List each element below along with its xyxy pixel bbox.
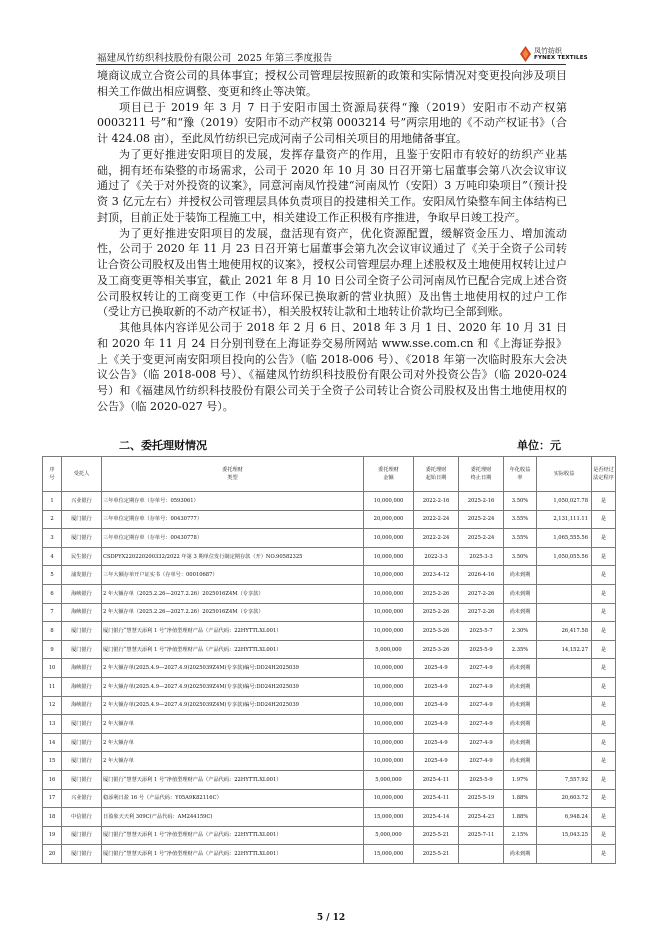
cell-end-date: 2025-4-23 [459, 808, 504, 827]
header-text: 委托理财 [222, 467, 243, 473]
cell-amount: 10,000,000 [364, 622, 414, 641]
table-row [43, 529, 616, 548]
cell-legal-procedure: 是 [592, 677, 616, 696]
cell-actual-return [537, 715, 592, 734]
cell-legal-procedure: 是 [592, 733, 616, 752]
cell-trustee: 厦门银行 [62, 622, 102, 641]
cell-legal-procedure: 是 [592, 808, 616, 827]
cell-actual-return: 20,603.72 [537, 789, 592, 808]
cell-actual-return [537, 677, 592, 696]
table-row [43, 715, 616, 734]
cell-row-index: 12 [43, 696, 62, 715]
cell-amount: 10,000,000 [364, 752, 414, 771]
cell-product-type: 厦门银行“慧慧天添利 1 号”净值型理财产品（产品代码：22HYTTLXL001） [102, 640, 364, 659]
header-text: 年化收益 [509, 467, 531, 473]
cell-trustee: 厦门银行 [62, 752, 102, 771]
cell-start-date: 2025-5-21 [414, 826, 459, 845]
cell-annual-yield: 尚未到期 [504, 752, 537, 771]
cell-row-index: 11 [43, 677, 62, 696]
cell-actual-return [537, 733, 592, 752]
table-row [43, 677, 616, 696]
cell-amount: 10,000,000 [364, 492, 414, 511]
cell-row-index: 10 [43, 659, 62, 678]
header-text: 起始日期 [425, 475, 447, 481]
cell-trustee: 海峡银行 [62, 603, 102, 622]
column-header [504, 457, 537, 492]
cell-product-type: 2 年大额存单（2025.2.26—2027.2.26）2025016Z4M（专享款） [102, 603, 364, 622]
cell-row-index: 15 [43, 752, 62, 771]
cell-legal-procedure: 是 [592, 529, 616, 548]
cell-annual-yield: 尚未到期 [504, 566, 537, 585]
table-row [43, 789, 616, 808]
cell-start-date: 2025-3-26 [414, 640, 459, 659]
cell-annual-yield: 尚未到期 [504, 584, 537, 603]
cell-product-type: 三年大额存单开户证实书（存单号：00010687） [102, 566, 364, 585]
column-header [43, 457, 62, 492]
cell-amount: 10,000,000 [364, 733, 414, 752]
cell-legal-procedure: 是 [592, 603, 616, 622]
column-header [364, 457, 414, 492]
cell-annual-yield: 3.55% [504, 510, 537, 529]
cell-amount: 10,000,000 [364, 659, 414, 678]
cell-annual-yield: 尚未到期 [504, 696, 537, 715]
header-text: 实际收益 [553, 471, 575, 477]
cell-annual-yield: 3.50% [504, 547, 537, 566]
cell-row-index: 7 [43, 603, 62, 622]
cell-actual-return: 6,948.24 [537, 808, 592, 827]
cell-amount: 10,000,000 [364, 529, 414, 548]
cell-legal-procedure: 是 [592, 547, 616, 566]
cell-legal-procedure: 是 [592, 789, 616, 808]
cell-row-index: 20 [43, 845, 62, 864]
cell-row-index: 19 [43, 826, 62, 845]
cell-trustee: 厦门银行 [62, 826, 102, 845]
cell-trustee: 厦门银行 [62, 510, 102, 529]
cell-trustee: 厦门银行 [62, 715, 102, 734]
cell-end-date: 2025-5-9 [459, 640, 504, 659]
cell-product-type: 稳添利日盈 16 号（产品代码：Y05A9K82116C） [102, 789, 364, 808]
cell-trustee: 厦门银行 [62, 845, 102, 864]
cell-row-index: 14 [43, 733, 62, 752]
cell-start-date: 2025-4-9 [414, 733, 459, 752]
cell-amount: 10,000,000 [364, 715, 414, 734]
cell-amount: 10,000,000 [364, 789, 414, 808]
cell-end-date: 2027-4-9 [459, 696, 504, 715]
cell-end-date: 2025-7-11 [459, 826, 504, 845]
table-row [43, 770, 616, 789]
header-text: 委托理财 [425, 467, 447, 473]
cell-actual-return [537, 603, 592, 622]
cell-end-date: 2027-4-9 [459, 733, 504, 752]
cell-end-date: 2025-2-16 [459, 492, 504, 511]
cell-product-type: 三年单位定期存单（存单号：00430777） [102, 510, 364, 529]
cell-start-date: 2022-3-3 [414, 547, 459, 566]
cell-start-date: 2022-2-24 [414, 510, 459, 529]
cell-legal-procedure: 是 [592, 752, 616, 771]
cell-annual-yield: 尚未到期 [504, 715, 537, 734]
cell-amount: 10,000,000 [364, 603, 414, 622]
cell-amount: 5,000,000 [364, 770, 414, 789]
cell-trustee: 中信银行 [62, 808, 102, 827]
table-row [43, 547, 616, 566]
cell-actual-return [537, 696, 592, 715]
cell-product-type: 日盈象天天利 309C(产品代码：AM244159C) [102, 808, 364, 827]
cell-start-date: 2022-2-16 [414, 492, 459, 511]
cell-actual-return: 14,152.27 [537, 640, 592, 659]
table-row [43, 659, 616, 678]
report-title: 2025 年第三季度报告 [237, 53, 333, 64]
cell-row-index: 3 [43, 529, 62, 548]
cell-legal-procedure: 是 [592, 715, 616, 734]
cell-annual-yield: 尚未到期 [504, 845, 537, 864]
cell-product-type: 2 年大额存单（2025.2.26—2027.2.26）2025016Z4M（专享款） [102, 584, 364, 603]
cell-trustee: 兴业银行 [62, 789, 102, 808]
unit-label: 单位：元 [517, 439, 561, 452]
cell-actual-return: 7,557.92 [537, 770, 592, 789]
table-row [43, 640, 616, 659]
cell-legal-procedure: 是 [592, 826, 616, 845]
cell-actual-return: 15,043.25 [537, 826, 592, 845]
cell-annual-yield: 2.35% [504, 640, 537, 659]
cell-amount: 10,000,000 [364, 677, 414, 696]
cell-end-date: 2025-3-3 [459, 547, 504, 566]
column-header [537, 457, 592, 492]
cell-annual-yield: 3.55% [504, 529, 537, 548]
cell-row-index: 4 [43, 547, 62, 566]
cell-trustee: 厦门银行 [62, 529, 102, 548]
table-header-row [43, 457, 616, 492]
cell-annual-yield: 1.88% [504, 789, 537, 808]
cell-legal-procedure: 是 [592, 566, 616, 585]
cell-end-date: 2027-4-9 [459, 715, 504, 734]
cell-row-index: 16 [43, 770, 62, 789]
cell-legal-procedure: 是 [592, 584, 616, 603]
cell-legal-procedure: 是 [592, 622, 616, 641]
cell-annual-yield: 2.15% [504, 826, 537, 845]
table-row [43, 510, 616, 529]
cell-row-index: 5 [43, 566, 62, 585]
cell-trustee: 兴业银行 [62, 492, 102, 511]
header-text: 是否经过 [593, 467, 614, 473]
header-text: 终止日期 [470, 475, 492, 481]
section-heading [97, 437, 567, 453]
cell-legal-procedure: 是 [592, 845, 616, 864]
cell-end-date: 2027-4-9 [459, 659, 504, 678]
cell-legal-procedure: 是 [592, 492, 616, 511]
cell-legal-procedure: 是 [592, 510, 616, 529]
cell-end-date: 2025-5-9 [459, 770, 504, 789]
cell-actual-return [537, 659, 592, 678]
cell-product-type: 厦门银行“慧慧天添利 1 号”净值型理财产品（产品代码：22HYTTLXL001） [102, 770, 364, 789]
cell-start-date: 2025-4-14 [414, 808, 459, 827]
table-row [43, 752, 616, 771]
cell-start-date: 2025-4-9 [414, 696, 459, 715]
cell-annual-yield: 3.50% [504, 492, 537, 511]
company-logo [519, 45, 588, 65]
cell-row-index: 17 [43, 789, 62, 808]
cell-trustee: 厦门银行 [62, 640, 102, 659]
cell-start-date: 2025-4-9 [414, 752, 459, 771]
cell-trustee: 海峡银行 [62, 584, 102, 603]
cell-end-date: 2027-2-26 [459, 584, 504, 603]
cell-actual-return: 2,131,111.11 [537, 510, 592, 529]
cell-annual-yield: 2.30% [504, 622, 537, 641]
cell-actual-return: 1,050,027.78 [537, 492, 592, 511]
column-header [592, 457, 616, 492]
cell-row-index: 1 [43, 492, 62, 511]
header-text: 类型 [227, 475, 238, 481]
body-text [97, 68, 567, 415]
cell-actual-return: 1,050,055.56 [537, 547, 592, 566]
cell-amount: 10,000,000 [364, 584, 414, 603]
cell-start-date: 2025-4-11 [414, 770, 459, 789]
cell-amount: 10,000,000 [364, 547, 414, 566]
cell-product-type: 2 年大额存单 [102, 733, 364, 752]
cell-end-date: 2025-5-7 [459, 622, 504, 641]
cell-row-index: 2 [43, 510, 62, 529]
header-text: 序 [49, 467, 55, 473]
cell-product-type: 2 年大额存单 [102, 752, 364, 771]
cell-amount: 15,000,000 [364, 808, 414, 827]
cell-annual-yield: 1.97% [504, 770, 537, 789]
cell-end-date: 2026-4-16 [459, 566, 504, 585]
cell-product-type: 2 年大额存单(2025.4.9—2027.4.9)2025039Z4M(专享款)编号:DD24H2025039 [102, 677, 364, 696]
cell-legal-procedure: 是 [592, 640, 616, 659]
table-row [43, 603, 616, 622]
cell-end-date: 2025-5-19 [459, 789, 504, 808]
logo-text-en: FYNEX TEXTILES [534, 55, 588, 61]
column-header [414, 457, 459, 492]
bamboo-logo-icon [519, 46, 532, 62]
cell-annual-yield: 尚未到期 [504, 677, 537, 696]
cell-end-date: 2027-2-26 [459, 603, 504, 622]
cell-legal-procedure: 是 [592, 696, 616, 715]
cell-amount: 20,000,000 [364, 510, 414, 529]
cell-amount: 5,000,000 [364, 640, 414, 659]
cell-trustee: 厦门银行 [62, 733, 102, 752]
cell-annual-yield: 尚未到期 [504, 603, 537, 622]
wealth-management-table [42, 456, 616, 864]
paragraph: 其他具体内容详见公司于 2018 年 2 月 6 日、2018 年 3 月 1 日、2020 年 10 月 31 日和 2020 年 11 月 24 日分别刊登在上海证券交易所网站 www.sse.com.cn 和《上海证券报》上《关于变更河南安阳项目投向的公告》（临 2018-006 号）、《2018 年第一次临时股东大会决议公告》（临 2018-008 号）、《福建凤竹纺织科技股份有限公司对外投资公告》（临 2020-024 号）和《福建凤竹纺织科技股份有限公司关于全资子公司转让合资公司股权及出售土地使用权的公告》（临 2020-027 号）。 [97, 321, 567, 413]
cell-product-type: 厦门银行“慧慧天添利 1 号”净值型理财产品（产品代码：22HYTTLXL001） [102, 826, 364, 845]
column-header [459, 457, 504, 492]
paragraph: 境商议成立合资公司的具体事宜；授权公司管理层按照新的政策和实际情况对变更投向涉及项目相关工作做出相应调整、变更和终止等决策。 [97, 69, 567, 98]
company-name: 福建凤竹纺织科技股份有限公司 [97, 53, 232, 64]
table-row [43, 826, 616, 845]
cell-trustee: 海峡银行 [62, 659, 102, 678]
cell-product-type: 三年单位定期存单（存单号：00430778） [102, 529, 364, 548]
cell-annual-yield: 尚未到期 [504, 733, 537, 752]
column-header [62, 457, 102, 492]
cell-amount: 10,000,000 [364, 566, 414, 585]
cell-amount: 5,000,000 [364, 826, 414, 845]
cell-start-date: 2025-5-21 [414, 845, 459, 864]
cell-legal-procedure: 是 [592, 770, 616, 789]
cell-amount: 10,000,000 [364, 696, 414, 715]
cell-actual-return [537, 752, 592, 771]
header-text: 法定程序 [593, 475, 614, 481]
cell-product-type: 2 年大额存单(2025.4.9—2027.4.9)2025039Z4M(专享款)编号:DD24H2025039 [102, 696, 364, 715]
cell-actual-return [537, 845, 592, 864]
cell-start-date: 2022-2-24 [414, 529, 459, 548]
cell-start-date: 2025-4-9 [414, 715, 459, 734]
table-row [43, 584, 616, 603]
table-row [43, 845, 616, 864]
table-row [43, 492, 616, 511]
cell-end-date: 2025-2-24 [459, 529, 504, 548]
cell-annual-yield: 尚未到期 [504, 659, 537, 678]
paragraph: 项目已于 2019 年 3 月 7 日于安阳市国土资源局获得“豫（2019）安阳市不动产权第 0003211 号”和“豫（2019）安阳市不动产权第 0003214 号”两宗用地的《不动产权证书》（合计 424.08 亩），至此凤竹纺织已完成河南子公司相关项目的用地储备事宜。 [97, 100, 567, 145]
cell-start-date: 2025-4-9 [414, 677, 459, 696]
cell-actual-return: 1,065,555.56 [537, 529, 592, 548]
cell-product-type: 2 年大额存单(2025.4.9—2027.4.9)2025039Z4M(专享款)编号:DD24H2025039 [102, 659, 364, 678]
header-rule [96, 64, 566, 65]
cell-end-date: 2027-4-9 [459, 677, 504, 696]
header-text: 率 [517, 475, 523, 481]
header-text: 受托人 [73, 471, 90, 477]
cell-product-type: 厦门银行“慧慧天添利 1 号”净值型理财产品（产品代码：22HYTTLXL001） [102, 622, 364, 641]
cell-row-index: 8 [43, 622, 62, 641]
cell-trustee: 海峡银行 [62, 677, 102, 696]
cell-start-date: 2025-2-26 [414, 584, 459, 603]
cell-row-index: 13 [43, 715, 62, 734]
logo-text-cn: 凤竹纺织 [534, 47, 562, 55]
cell-start-date: 2023-4-12 [414, 566, 459, 585]
table-row [43, 622, 616, 641]
table-row [43, 733, 616, 752]
cell-actual-return: 26,417.58 [537, 622, 592, 641]
cell-start-date: 2025-3-26 [414, 622, 459, 641]
cell-annual-yield: 1.88% [504, 808, 537, 827]
cell-actual-return [537, 584, 592, 603]
table-row [43, 696, 616, 715]
page-number: 5 / 12 [316, 913, 346, 923]
cell-trustee: 海峡银行 [62, 696, 102, 715]
cell-start-date: 2025-4-11 [414, 789, 459, 808]
cell-actual-return [537, 566, 592, 585]
table-row [43, 808, 616, 827]
cell-trustee: 浦发银行 [62, 566, 102, 585]
cell-product-type: 厦门银行“慧慧天添利 1 号”净值型理财产品（产品代码：22HYTTLXL001） [102, 845, 364, 864]
cell-end-date: 2025-2-24 [459, 510, 504, 529]
cell-product-type: 2 年大额存单 [102, 715, 364, 734]
cell-end-date: 2027-4-9 [459, 752, 504, 771]
section-title: 二、委托理财情况 [119, 439, 207, 452]
header-text: 委托理财 [470, 467, 492, 473]
header-text: 金额 [383, 475, 394, 481]
column-header [102, 457, 364, 492]
header-text: 号 [49, 475, 55, 481]
cell-row-index: 6 [43, 584, 62, 603]
cell-start-date: 2025-2-26 [414, 603, 459, 622]
cell-start-date: 2025-4-9 [414, 659, 459, 678]
cell-trustee: 厦门银行 [62, 770, 102, 789]
header-text: 委托理财 [378, 467, 399, 473]
cell-end-date [459, 845, 504, 864]
cell-amount: 15,000,000 [364, 845, 414, 864]
paragraph: 为了更好推进安阳项目的发展，发挥存量资产的作用，且鉴于安阳市有较好的纺织产业基础，拥有坯布染整的市场需求，公司于 2020 年 10 月 30 日召开第七届董事会第八次会议审议通过了《关于对外投资的议案》，同意河南凤竹投建“河南凤竹（安阳）3 万吨印染项目”（预计投资 3 亿元左右）并授权公司管理层具体负责项目的投建相关工作。安阳凤竹染整车间主体结构已封顶，目前正处于装饰工程施工中，相关建设工作正积极有序推进，争取早日竣工投产。 [97, 147, 567, 224]
cell-legal-procedure: 是 [592, 659, 616, 678]
cell-product-type: CSDPYX220220200332/2022 年第 3 期单位发行制定期存款（开）NO.90582325 [102, 547, 364, 566]
table-row [43, 566, 616, 585]
cell-product-type: 三年单位定期存单（存单号：0593061） [102, 492, 364, 511]
paragraph: 为了更好推进安阳项目的发展，盘活现有资产，优化资源配置，缓解资金压力、增加流动性，公司于 2020 年 11 月 23 日召开第七届董事会第九次会议审议通过了《关于全资子公司转让合资公司股权及出售土地使用权的议案》，授权公司管理层办理上述股权及土地使用权转让过户及工商变更等相关事宜，截止 2021 年 8 月 10 日公司全资子公司河南凤竹已配合完成上述合资公司股权转让的工商变更工作（中信环保已换取新的营业执照）及出售土地使用权的过户工作（受让方已换取新的不动产权证书），相关股权转让款和土地转让价款均已全部到账。 [97, 226, 567, 319]
cell-row-index: 9 [43, 640, 62, 659]
cell-trustee: 民生银行 [62, 547, 102, 566]
cell-row-index: 18 [43, 808, 62, 827]
report-header [97, 50, 332, 64]
